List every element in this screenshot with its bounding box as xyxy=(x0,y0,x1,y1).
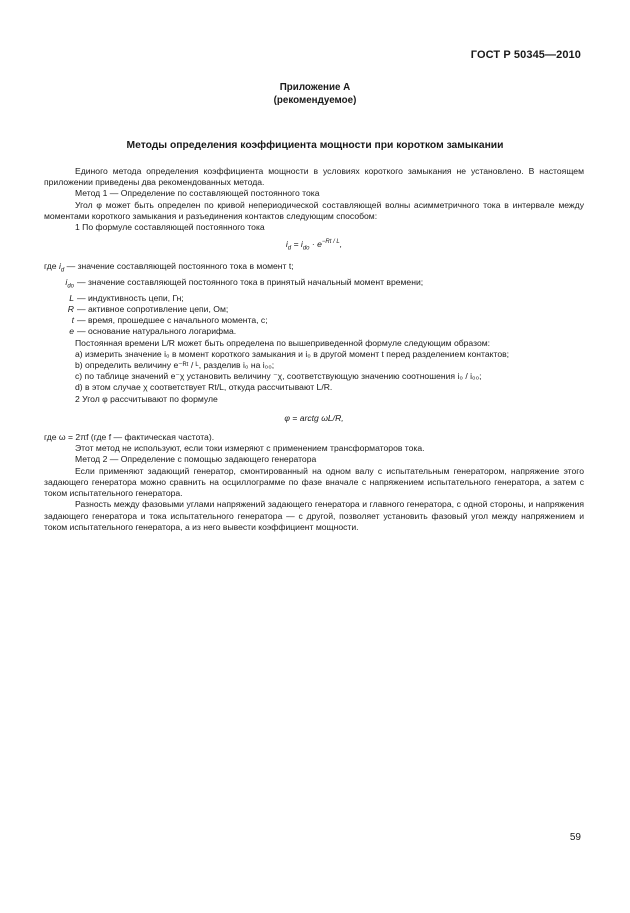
definition-text: — время, прошедшее с начального момента, с; xyxy=(77,315,268,326)
formula-text: $i_d = i_{do} \cdot e^{-Rt / L}$, xyxy=(285,239,343,252)
definition-text: — активное сопротивление цепи, Ом; xyxy=(77,304,229,315)
appendix-subtitle: (рекомендуемое) xyxy=(273,95,357,106)
paragraph: Метод 2 — Определение с помощью задающего генератора xyxy=(75,454,317,465)
paragraph: Этот метод не используют, если токи измеряют с применением трансформаторов тока. xyxy=(75,443,425,454)
where-label: где $i_d$ xyxy=(44,261,65,274)
definition-item xyxy=(44,261,584,277)
paragraph: а) измерить значение i₀ в момент короткого замыкания и i₀ в другой момент t перед разделением контактов; xyxy=(75,348,510,359)
definition-symbol: e xyxy=(69,326,74,337)
definition-symbol: t xyxy=(71,315,74,326)
definition-item xyxy=(44,304,584,315)
paragraph: d) в этом случае χ соответствует Rt/L, откуда рассчитывают L/R. xyxy=(75,382,333,393)
paragraph: с) по таблице значений e⁻χ установить величину ⁻χ, соответствующую значению соотношения i₀ / i₀₀; xyxy=(75,371,482,382)
definition-text: — основание натурального логарифма. xyxy=(77,326,237,337)
body-text xyxy=(44,166,584,533)
definitions-list xyxy=(44,261,584,338)
section-title: Методы определения коэффициента мощности при коротком замыкании xyxy=(126,140,504,151)
paragraph: Постоянная времени L/R может быть определена по вышеприведенной формуле следующим образом: xyxy=(75,337,491,348)
definition-symbol: R xyxy=(67,304,74,315)
page-number: 59 xyxy=(569,832,581,843)
definition-item xyxy=(44,277,584,293)
paragraph: 2 Угол φ рассчитывают по формуле xyxy=(75,393,218,404)
paragraph: Разность между фазовыми углами напряжений задающего генератора и главного генератора, с одной стороны, и напряжения задающего генератора и тока испытательного генератора — с другой, позволяет установить фазовый угол между напряжением и током испытательного генератора, а из него вывести коэффициент мощности. xyxy=(44,499,584,532)
definition-item xyxy=(44,293,584,304)
paragraph: 1 По формуле составляющей постоянного тока xyxy=(75,222,265,233)
paragraph: Единого метода определения коэффициента мощности в условиях короткого замыкания не установлено. В настоящем приложении приведены два рекомендованных метода. xyxy=(44,166,584,188)
appendix-title: Приложение А xyxy=(279,82,351,93)
definition-text: — индуктивность цепи, Гн; xyxy=(77,292,184,303)
paragraph: где ω = 2πf (где f — фактическая частота). xyxy=(44,432,215,443)
paragraph: Угол φ может быть определен по кривой непериодической составляющей волны асимметричного тока в интервале между моментами короткого замыкания и разъединения контактов следующим способом: xyxy=(44,199,584,221)
document-number: ГОСТ Р 50345—2010 xyxy=(470,49,581,61)
definition-text: — значение составляющей постоянного тока в принятый начальный момент времени; xyxy=(77,276,424,287)
definition-symbol: L xyxy=(69,292,74,303)
paragraph: b) определить величину e⁻ᴿᵗ / ᴸ, разделив i₀ на i₀₀; xyxy=(75,360,275,371)
formula-dc-component xyxy=(44,237,584,255)
paragraph: Метод 1 — Определение по составляющей постоянного тока xyxy=(75,188,320,199)
paragraph: Если применяют задающий генератор, смонтированный на одном валу с испытательным генератором, напряжение этого задающего генератора можно сравнить на осциллограмме по фазе вначале с напряжением испытательного генератора, а затем с током испытательного генератора. xyxy=(44,465,584,499)
definition-text: — значение составляющей постоянного тока в момент t; xyxy=(66,261,294,271)
definition-item xyxy=(44,315,584,326)
formula-phase-angle: φ = arctg ωL/R, xyxy=(284,412,344,423)
definition-item xyxy=(44,326,584,337)
definition-symbol: $i_{do}$ xyxy=(65,276,74,290)
